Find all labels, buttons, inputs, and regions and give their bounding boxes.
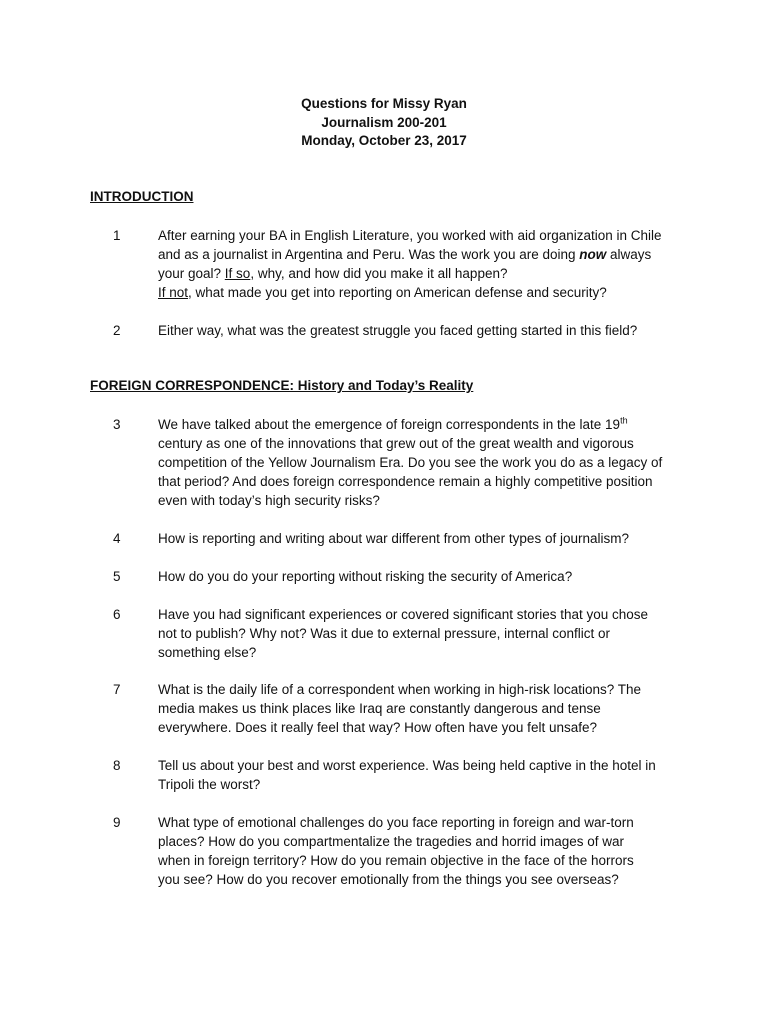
- document-header: [0, 95, 768, 151]
- question-text: [158, 226, 683, 302]
- question-number: 2: [113, 323, 121, 338]
- question-number: 4: [113, 531, 121, 546]
- question-line: even with today’s high security risks?: [158, 493, 380, 508]
- question-number: 9: [113, 815, 121, 830]
- question-number: 6: [113, 607, 121, 622]
- text-run: and as a journalist in Argentina and Peru. Was the work you are doing: [158, 247, 580, 262]
- question-line: everywhere. Does it really feel that way? How often have you felt unsafe?: [158, 720, 597, 735]
- question-line: when in foreign territory? How do you remain objective in the face of the horrors: [158, 853, 634, 868]
- question-line: What is the daily life of a correspondent when working in high-risk locations? The: [158, 682, 642, 697]
- question-line: [158, 283, 683, 302]
- question-line: How do you do your reporting without risking the security of America?: [158, 569, 573, 584]
- header-course: Journalism 200-201: [321, 114, 447, 130]
- question-line: Tripoli the worst?: [158, 777, 261, 792]
- underlined-if-not: If not: [158, 285, 189, 300]
- section-heading-foreign-correspondence: FOREIGN CORRESPONDENCE: History and Today’s Reality: [90, 378, 474, 393]
- question-line: [158, 264, 683, 283]
- question-line: competition of the Yellow Journalism Era. Do you see the work you do as a legacy of: [158, 455, 663, 470]
- question-text: [158, 529, 683, 548]
- question-number: 8: [113, 758, 121, 773]
- question-line: Have you had significant experiences or covered significant stories that you chose: [158, 607, 649, 622]
- question-line: [158, 415, 683, 434]
- question-line: [158, 245, 683, 264]
- section-heading-introduction: INTRODUCTION: [90, 189, 194, 204]
- text-run: , why, and how did you make it all happen?: [250, 266, 508, 281]
- question-text: [158, 813, 683, 889]
- question-text: [158, 321, 683, 340]
- question-text: [158, 605, 683, 662]
- question-line: not to publish? Why not? Was it due to external pressure, internal conflict or: [158, 626, 610, 641]
- text-run: , what made you get into reporting on American defense and security?: [188, 285, 607, 300]
- question-number: 7: [113, 682, 121, 697]
- question-line: you see? How do you recover emotionally from the things you see overseas?: [158, 872, 619, 887]
- question-text: [158, 415, 683, 510]
- question-text: [158, 567, 683, 586]
- question-line: How is reporting and writing about war different from other types of journalism?: [158, 531, 629, 546]
- emphasis-now: now: [579, 247, 607, 262]
- question-line: media makes us think places like Iraq are constantly dangerous and tense: [158, 701, 601, 716]
- text-run: We have talked about the emergence of foreign correspondents in the late 19: [158, 417, 621, 432]
- text-run: your goal?: [158, 266, 225, 281]
- underlined-if-so: If so: [224, 266, 251, 281]
- question-line: Either way, what was the greatest struggle you faced getting started in this field?: [158, 323, 638, 338]
- question-line: century as one of the innovations that grew out of the great wealth and vigorous: [158, 436, 634, 451]
- question-line: What type of emotional challenges do you face reporting in foreign and war-torn: [158, 815, 634, 830]
- header-date: Monday, October 23, 2017: [301, 133, 467, 148]
- question-line: that period? And does foreign correspondence remain a highly competitive position: [158, 474, 653, 489]
- question-number: 3: [113, 417, 121, 432]
- header-title: Questions for Missy Ryan: [301, 96, 467, 111]
- superscript: th: [620, 415, 628, 426]
- question-number: 1: [113, 228, 121, 243]
- question-line: After earning your BA in English Literature, you worked with aid organization in Chile: [158, 228, 662, 243]
- question-line: places? How do you compartmentalize the tragedies and horrid images of war: [158, 834, 624, 849]
- text-run: always: [606, 247, 652, 262]
- question-text: [158, 680, 683, 737]
- question-text: [158, 756, 683, 794]
- question-number: 5: [113, 569, 121, 584]
- question-line: Tell us about your best and worst experience. Was being held captive in the hotel in: [158, 758, 656, 773]
- question-line: something else?: [158, 645, 257, 660]
